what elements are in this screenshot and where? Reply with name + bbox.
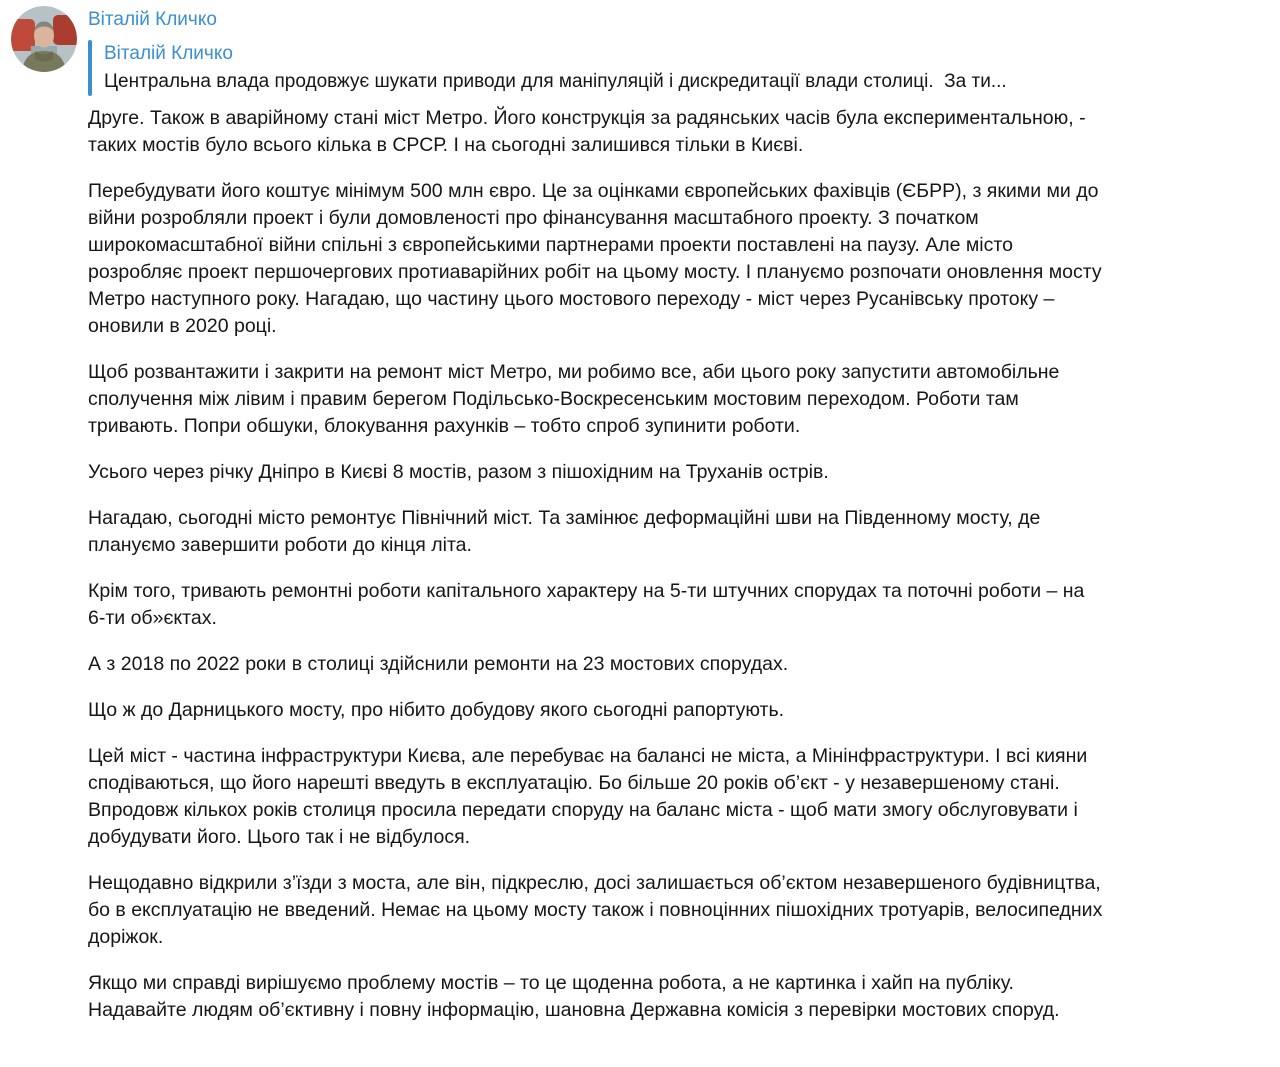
message-paragraph: Якщо ми справді вирішуємо проблему мостів – то це щоденна робота, а не картинка і хайп на публіку. Надавайте людям об’єктивну і повну інформацію, шановна Державна комісія з перевірки мостових споруд. [88, 972, 1060, 1021]
message-paragraph: Друге. Також в аварійному стані міст Метро. Його конструкція за радянських часів була експериментальною, - таких мостів було всього кілька в СРСР. І на сьогодні залишився тільки в Києві. [88, 107, 1086, 156]
message-paragraph: Що ж до Дарницького мосту, про нібито добудову якого сьогодні рапортують. [88, 699, 785, 721]
message-paragraph: Нагадаю, сьогодні місто ремонтує Північний міст. Та замінює деформаційні шви на Південному мосту, де плануємо завершити роботи до кінця літа. [88, 507, 1041, 556]
reply-snippet: Центральна влада продовжує шукати приводи для маніпуляцій і дискредитації влади столиці. За ти... [104, 71, 1007, 92]
message-paragraph: Цей міст - частина інфраструктури Києва, але перебуває на балансі не міста, а Мінінфраструктури. І всі кияни сподіваються, що його нарешті введуть в експлуатацію. Бо більше 20 років об’єкт - у незавершеному стані. Впродовж кількох років столиця просила передати споруду на баланс міста - щоб мати змогу обслуговувати і добудувати його. Цього так і не відбулося. [88, 745, 1088, 848]
avatar-image [11, 6, 77, 72]
message-paragraph: Усього через річку Дніпро в Києві 8 мостів, разом з пішохідним на Труханів острів. [88, 461, 829, 483]
reply-author-name: Віталій Кличко [104, 43, 233, 64]
reply-body [92, 40, 1007, 96]
reply-preview[interactable] [88, 40, 1104, 96]
message-text [88, 105, 1104, 1024]
message-paragraph: Щоб розвантажити і закрити на ремонт міст Метро, ми робимо все, аби цього року запустити автомобільне сполучення між лівим і правим берегом Подільсько-Воскресенським мостовим переходом. Роботи там тривають. Попри обшуки, блокування рахунків – тобто спроб зупинити роботи. [88, 361, 1060, 437]
message-paragraph: А з 2018 по 2022 роки в столиці здійснили ремонти на 23 мостових спорудах. [88, 653, 789, 675]
author-name[interactable]: Віталій Кличко [88, 9, 217, 30]
avatar[interactable] [11, 6, 77, 72]
message-paragraph: Крім того, тривають ремонтні роботи капітального характеру на 5-ти штучних спорудах та поточні роботи – на 6-ти об»єктах. [88, 580, 1085, 629]
message-content [88, 3, 1104, 1024]
message-paragraph: Нещодавно відкрили з’їзди з моста, але він, підкреслю, досі залишається об’єктом незавершеного будівництва, бо в експлуатацію не введений. Немає на цьому мосту також і повноцінних пішохідних тротуарів, велосипедних доріжок. [88, 872, 1103, 948]
message-paragraph: Перебудувати його коштує мінімум 500 млн євро. Це за оцінками європейських фахівців (ЄБРР), з якими ми до війни розробляли проект і були домовленості про фінансування масштабного проекту. З початком широкомасштабної війни спільні з європейськими партнерами проекти поставлені на паузу. Але місто розробляє проект першочергових протиаварійних робіт на цьому мосту. І плануємо розпочати оновлення мосту Метро наступного року. Нагадаю, що частину цього мостового переходу - міст через Русанівську протоку – оновили в 2020 році. [88, 180, 1102, 337]
